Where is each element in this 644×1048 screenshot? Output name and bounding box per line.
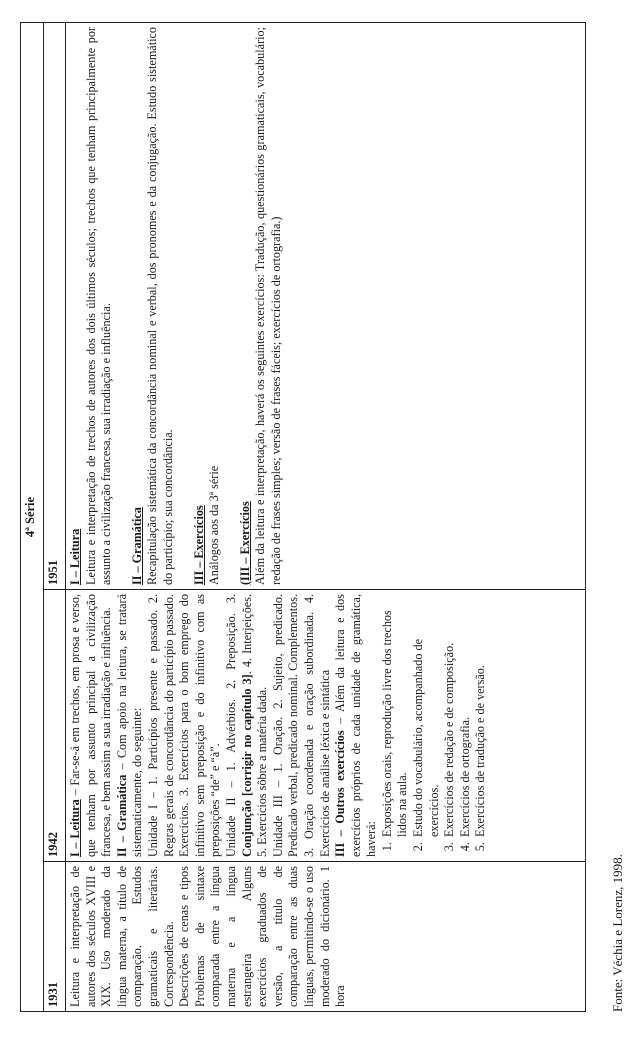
leitura-1942-heading: I – Leitura [68,799,82,857]
unidade-2-part-c: . 4. Interjeições. 5. Exercícios sôbre a matéria dada. [239,594,270,857]
leitura-1942 [68,594,115,857]
syllabus-table [20,22,586,1012]
exercicios-alt-text: Além da leitura e interpretação, haverá os seguintes exercícios: Tradução, questionários gramaticais, vocabulário; redação de frases simples; versão de frases fáceis; exercícios de ortografia.) [253,27,283,585]
source-citation: Fonte: Véchia e Lorenz, 1998. [610,854,625,1012]
gramatica-1951-text: Recapitulação sistemática da concordância nominal e verbal, dos pronomes e da conjugação. Estudo sistemático do particípio; sua concordância. [145,27,175,585]
serie-header: 4ª Série [21,23,44,1012]
cell-1942 [66,590,586,862]
unidade-2-correction-note: Conjunção [corrigir no capítulo 3] [239,674,254,857]
unidade-2-part-a: Unidade II – 1. Advérbios. 2. Preposição. 3. [223,594,238,857]
outros-1942 [333,594,380,857]
year-1931-header: 1931 [44,862,66,1012]
cell-1951 [66,23,586,590]
list-item: 2. Estudo do vocabulário, acompanhado de exercícios. [411,594,442,839]
outros-1942-heading: III – Outros exercícios [333,730,348,857]
gramatica-1942-heading: II – Gramática [114,774,129,857]
year-1951-header: 1951 [44,23,66,590]
cell-1931 [66,862,586,1012]
gramatica-1951-heading: II – Gramática [129,507,144,585]
leitura-1942-text: – Far-se-á em trechos, em prosa e verso, que tenham por assunto principal a civilização francesa, e bem assim a sua irradiação e influência. [68,594,114,857]
exercise-list [380,594,489,857]
unidade-2 [224,594,271,857]
list-item: 4. Exercícios de ortografia. [458,594,474,839]
list-item: 3. Exercícios de redação e de composição. [442,594,458,839]
gramatica-1942 [115,594,146,857]
unidade-1: Unidade I – 1. Particípios presente e passado. 2. Regras gerais de concordância do particípio passado. Exercícios. 3. Exercícios para o bom emprego do infinitivo sem preposição e do infinitivo com as preposições “de” e “à”. [145,594,223,857]
year-1942-header: 1942 [44,590,66,862]
text-1931: Leitura e interpretação de autores dos séculos XVIII e XIX. Uso moderado da língua materna, a título de comparação. Estudos gramaticais e literárias. Correspondência. Descrições de cenas e tipos Problemas de sintaxe comparada entre a língua materna e a língua estrangeira Alguns exercícios graduados de versão, a título de comparação entre as duas línguas, permitindo-se o uso moderado do dicionário. 1 hora [68,866,348,1007]
outros-1942-text: – Além da leitura e dos exercícios próprios de cada unidade de gramática, haverá: [333,594,379,857]
exercicios-1951-heading: III – Exercícios [191,505,206,585]
exercicios-alt-heading: (III – Exercícios [237,501,252,585]
exercicios-1951-text: Análogos aos da 3ª série [207,465,222,585]
leitura-1951-heading: I – Leitura [68,528,82,585]
unidade-3: Unidade III – 1. Oração. 2. Sujeito, predicado. Predicado verbal, predicado nominal. Complementos. 3. Oração coordenada e oração subordinada. 4. Exercícios de análise léxica e sintática [270,594,332,857]
list-item: 1. Exposições orais, reprodução livre dos trechos lidos na aula. [380,594,411,839]
gramatica-1942-text: – Com apoio na leitura, se tratará sistematicamente, do seguinte: [114,594,145,857]
leitura-1951-text: Leitura e interpretação de trechos de autores dos dois últimos séculos; trechos que tenham principalmente por assunto a civilização francesa, sua irradiação e influência. [83,27,114,585]
list-item: 5. Exercícios de tradução e de versão. [473,594,489,839]
